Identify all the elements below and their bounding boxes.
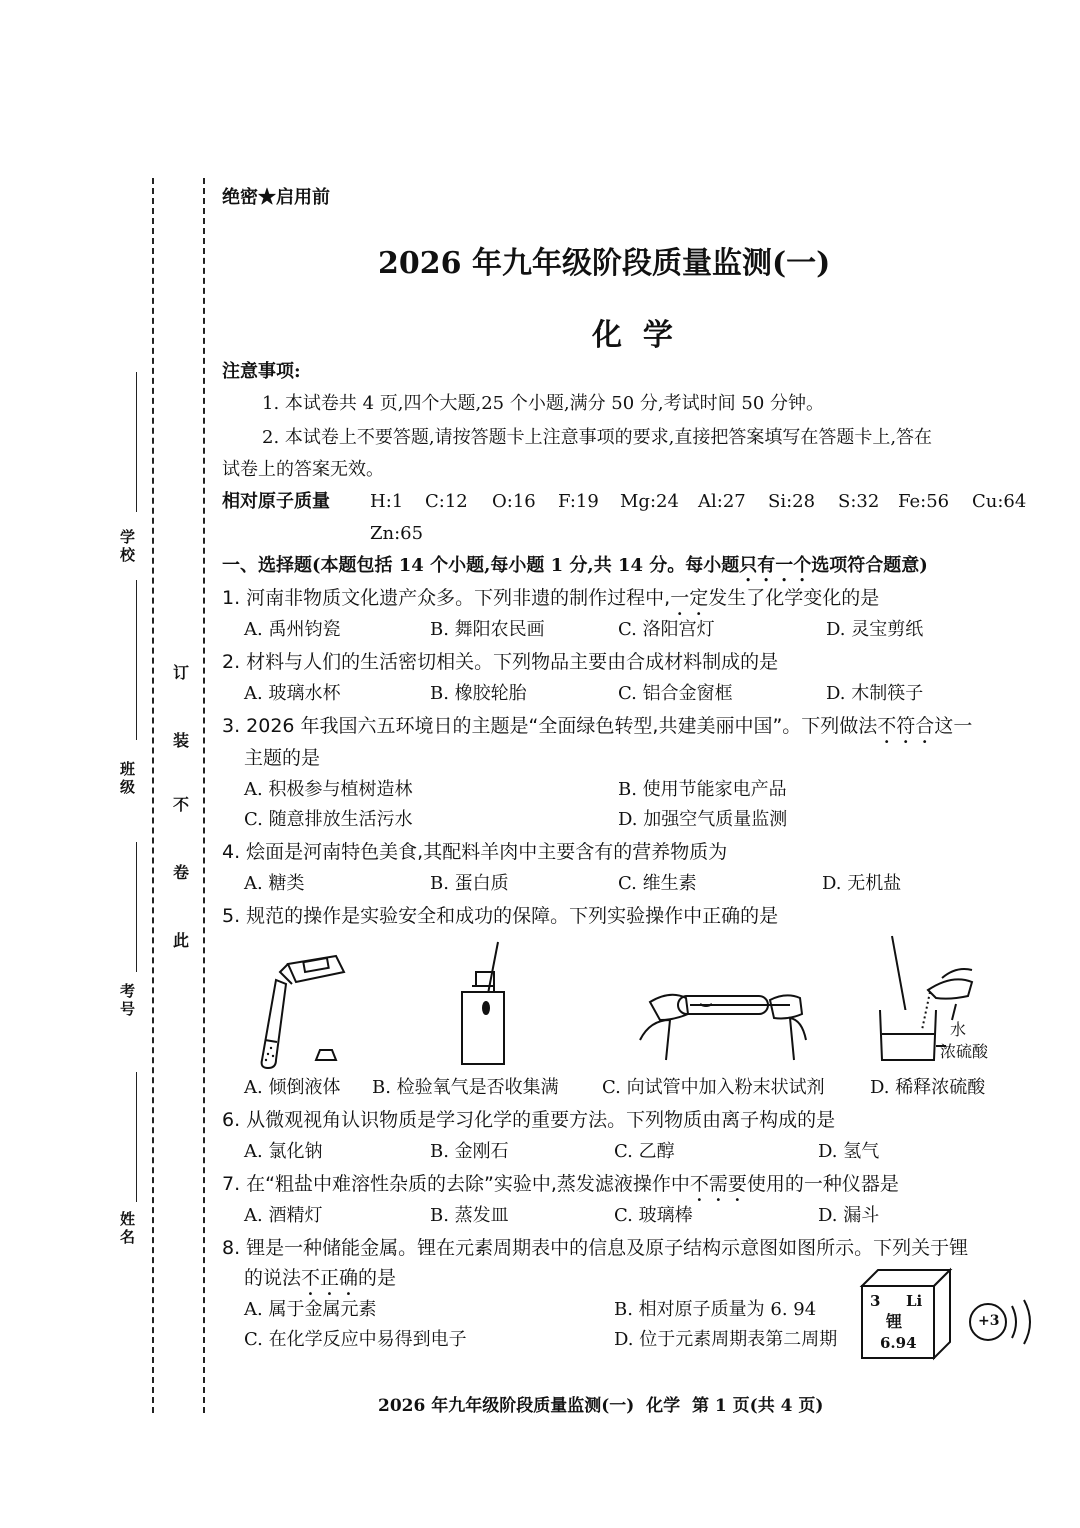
q5-option-c[interactable]: C. 向试管中加入粉末状试剂 xyxy=(602,1077,825,1098)
side-field-exam-number[interactable] xyxy=(100,842,160,1032)
atomic-mass-al: Al:27 xyxy=(698,491,746,512)
q8-nucleus-charge: +3 xyxy=(978,1313,1000,1329)
atomic-mass-si: Si:28 xyxy=(768,491,816,512)
q3-stem: 3. 2026 年我国六五环境日的主题是“全面绿色转型,共建美丽中国”。下列做法不符合这一 xyxy=(222,715,973,737)
q2-stem: 2. 材料与人们的生活密切相关。下列物品主要由合成材料制成的是 xyxy=(222,651,779,673)
seal-char-juan: 卷 xyxy=(173,863,190,882)
atomic-mass-label: 相对原子质量 xyxy=(222,491,330,512)
seal-char-ding: 订 xyxy=(173,663,190,682)
q8-element-atomic-number: 3 xyxy=(870,1292,881,1310)
q5-option-a[interactable]: A. 倾倒液体 xyxy=(244,1077,341,1098)
atomic-mass-s: S:32 xyxy=(838,491,880,512)
q4-option-b[interactable]: B. 蛋白质 xyxy=(430,873,509,894)
q4-option-a[interactable]: A. 糖类 xyxy=(244,873,305,894)
notes-heading: 注意事项: xyxy=(222,361,301,382)
q5-figure-oxygen-check xyxy=(448,938,518,1070)
q7-option-a[interactable]: A. 酒精灯 xyxy=(244,1205,323,1226)
side-field-school[interactable] xyxy=(100,372,160,572)
q4-option-d[interactable]: D. 无机盐 xyxy=(822,873,902,894)
q4-option-c[interactable]: C. 维生素 xyxy=(618,873,697,894)
side-field-name[interactable] xyxy=(100,1072,160,1262)
q8-element-mass: 6.94 xyxy=(880,1334,917,1352)
q3-stem-line-2: 主题的是 xyxy=(244,747,321,769)
q4-stem: 4. 烩面是河南特色美食,其配料羊肉中主要含有的营养物质为 xyxy=(222,841,728,863)
subject-title: 化 学 xyxy=(592,318,673,353)
side-label-class: 班级 xyxy=(120,760,136,796)
q1-stem: 1. 河南非物质文化遗产众多。下列非遗的制作过程中,一定发生了化学变化的是 xyxy=(222,587,880,609)
side-label-school: 学校 xyxy=(120,528,136,564)
atomic-mass-fe: Fe:56 xyxy=(898,491,950,512)
q1-option-b[interactable]: B. 舞阳农民画 xyxy=(430,619,545,640)
q6-option-a[interactable]: A. 氯化钠 xyxy=(244,1141,323,1162)
binding-dashed-line-inner xyxy=(203,178,205,1413)
q3-option-d[interactable]: D. 加强空气质量监测 xyxy=(618,809,788,830)
atomic-mass-mg: Mg:24 xyxy=(620,491,679,512)
q8-option-a[interactable]: A. 属于金属元素 xyxy=(244,1299,377,1320)
q8-stem-line-2: 的说法不正确的是 xyxy=(244,1267,397,1289)
q5-stem: 5. 规范的操作是实验安全和成功的保障。下列实验操作中正确的是 xyxy=(222,905,779,927)
side-field-class[interactable] xyxy=(100,580,160,810)
side-label-exam-number: 考号 xyxy=(120,982,136,1018)
q5-figure-adding-powder xyxy=(630,980,820,1070)
q6-stem: 6. 从微观视角认识物质是学习化学的重要方法。下列物质由离子构成的是 xyxy=(222,1109,836,1131)
q5-figure-pouring-liquid xyxy=(240,950,350,1070)
q8-stem: 8. 锂是一种储能金属。锂在元素周期表中的信息及原子结构示意图如图所示。下列关于锂 xyxy=(222,1237,969,1259)
q8-option-d[interactable]: D. 位于元素周期表第二周期 xyxy=(614,1329,838,1350)
q8-option-b[interactable]: B. 相对原子质量为 6. 94 xyxy=(614,1299,817,1320)
seal-char-ci: 此 xyxy=(173,931,190,950)
q3-option-c[interactable]: C. 随意排放生活污水 xyxy=(244,809,413,830)
q7-stem: 7. 在“粗盐中难溶性杂质的去除”实验中,蒸发滤液操作中不需要使用的一种仪器是 xyxy=(222,1173,899,1195)
section-1-heading: 一、选择题(本题包括 14 个小题,每小题 1 分,共 14 分。每小题只有一个选项符合题意) xyxy=(222,555,928,576)
q5-label-water: 水 xyxy=(950,1020,967,1039)
note-2-line-2: 试卷上的答案无效。 xyxy=(222,459,384,480)
q6-option-b[interactable]: B. 金刚石 xyxy=(430,1141,509,1162)
atomic-mass-cu: Cu:64 xyxy=(972,491,1027,512)
q1-option-d[interactable]: D. 灵宝剪纸 xyxy=(826,619,924,640)
side-label-name: 姓名 xyxy=(120,1210,136,1246)
atomic-mass-o: O:16 xyxy=(492,491,536,512)
q6-option-c[interactable]: C. 乙醇 xyxy=(614,1141,675,1162)
note-2-line-1: 2. 本试卷上不要答题,请按答题卡上注意事项的要求,直接把答案填写在答题卡上,答在 xyxy=(262,427,933,448)
q8-element-symbol: Li xyxy=(906,1292,923,1310)
q8-option-c[interactable]: C. 在化学反应中易得到电子 xyxy=(244,1329,467,1350)
q2-option-d[interactable]: D. 木制筷子 xyxy=(826,683,924,704)
q2-option-b[interactable]: B. 橡胶轮胎 xyxy=(430,683,527,704)
q7-option-c[interactable]: C. 玻璃棒 xyxy=(614,1205,693,1226)
q5-option-b[interactable]: B. 检验氧气是否收集满 xyxy=(372,1077,559,1098)
q3-option-a[interactable]: A. 积极参与植树造林 xyxy=(244,779,413,800)
atomic-mass-h: H:1 xyxy=(370,491,404,512)
note-1: 1. 本试卷共 4 页,四个大题,25 个小题,满分 50 分,考试时间 50 分钟。 xyxy=(262,393,824,414)
seal-char-bu: 不 xyxy=(173,795,190,814)
q5-option-d[interactable]: D. 稀释浓硫酸 xyxy=(870,1077,986,1098)
atomic-mass-f: F:19 xyxy=(558,491,599,512)
q3-option-b[interactable]: B. 使用节能家电产品 xyxy=(618,779,787,800)
exam-title: 2026 年九年级阶段质量监测(一) xyxy=(378,246,831,281)
q5-label-concentrated-acid: 浓硫酸 xyxy=(940,1042,989,1061)
q2-option-a[interactable]: A. 玻璃水杯 xyxy=(244,683,341,704)
q7-option-b[interactable]: B. 蒸发皿 xyxy=(430,1205,509,1226)
page-footer: 2026 年九年级阶段质量监测(一) 化学 第 1 页(共 4 页) xyxy=(378,1396,824,1416)
q2-option-c[interactable]: C. 铝合金窗框 xyxy=(618,683,733,704)
q6-option-d[interactable]: D. 氢气 xyxy=(818,1141,880,1162)
atomic-mass-zn: Zn:65 xyxy=(370,523,424,544)
q7-option-d[interactable]: D. 漏斗 xyxy=(818,1205,880,1226)
secret-label: 绝密★启用前 xyxy=(222,187,330,208)
q1-option-c[interactable]: C. 洛阳宫灯 xyxy=(618,619,715,640)
q8-element-name: 锂 xyxy=(886,1312,903,1331)
q1-option-a[interactable]: A. 禹州钧瓷 xyxy=(244,619,341,640)
atomic-mass-c: C:12 xyxy=(425,491,468,512)
seal-char-zhuang: 装 xyxy=(173,731,190,750)
